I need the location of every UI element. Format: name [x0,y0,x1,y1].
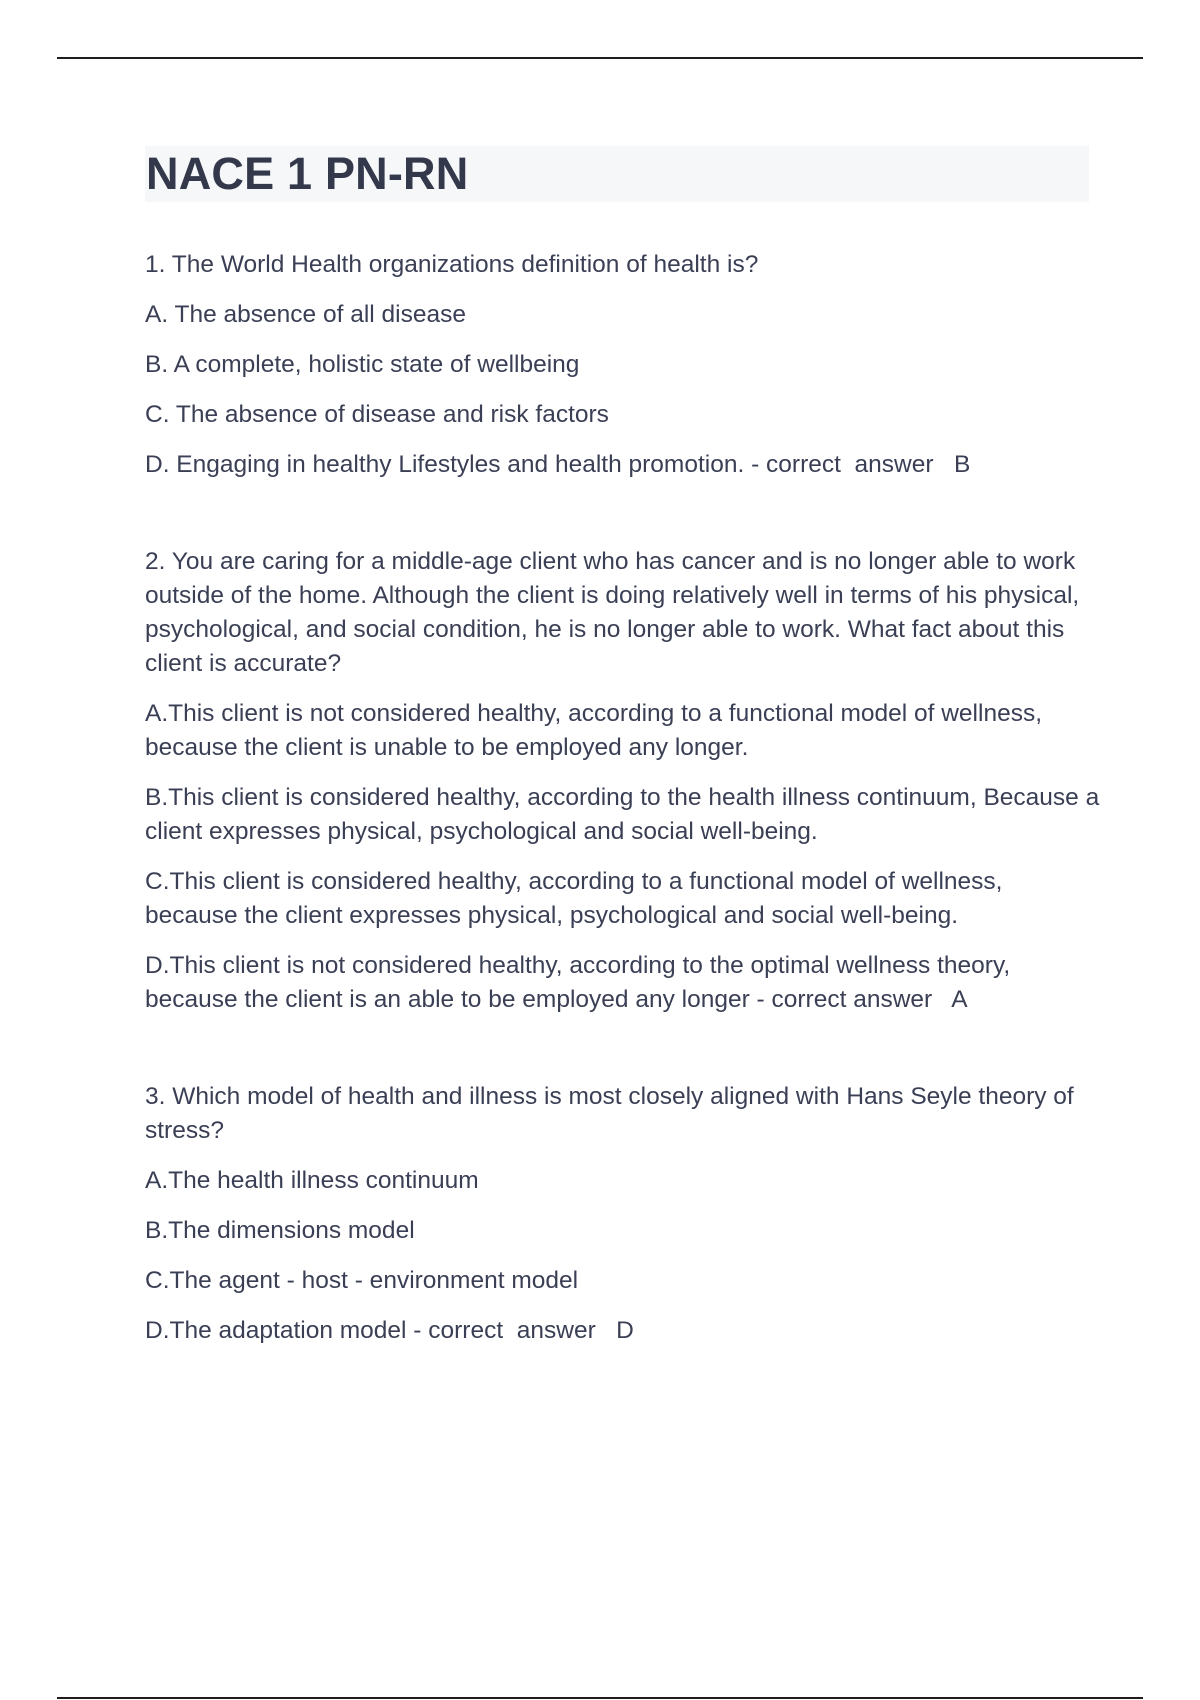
question-2-answer: - correct answer A [749,986,968,1013]
question-2-option-a: A.This client is not considered healthy, according to a functional model of wellness, because the client is unable to be employed any longer. [145,700,1043,761]
question-1-option-d-text: D. Engaging in healthy Lifestyles and health promotion. [145,451,745,478]
question-2 [145,545,1100,1017]
question-1-option-d [145,448,1100,482]
question-3-option-d-text: D.The adaptation model [145,1317,407,1344]
question-1-answer: - correct answer B [744,451,971,478]
question-2-text: 2. You are caring for a middle-age client who has cancer and is no longer able to work outside of the home. Although the client is doing relatively well in terms of his physical, psychological, and social condition, he is no longer able to work. What fact about this client is accurate? [145,548,1080,677]
question-3-option-b: B.The dimensions model [145,1217,415,1244]
question-1-option-a: A. The absence of all disease [145,301,466,328]
question-list [145,248,1100,1348]
question-3-option-d [145,1314,1100,1348]
question-1 [145,248,1100,482]
top-rule [57,57,1143,59]
question-2-option-d-text: D.This client is not considered healthy, according to the optimal wellness theory, because the client is an able to be employed any longer [145,952,1011,1013]
question-1-option-b: B. A complete, holistic state of wellbeing [145,351,580,378]
question-2-option-c: C.This client is considered healthy, according to a functional model of wellness, because the client expresses physical, psychological and social well-being. [145,868,1003,929]
question-3-option-a: A.The health illness continuum [145,1167,479,1194]
question-2-option-d [145,949,1100,1017]
question-3-text: 3. Which model of health and illness is most closely aligned with Hans Seyle theory of stress? [145,1083,1074,1144]
bottom-rule [57,1697,1143,1699]
question-1-text: 1. The World Health organizations definition of health is? [145,251,759,278]
question-3 [145,1080,1100,1348]
question-1-option-c: C. The absence of disease and risk factors [145,401,609,428]
question-3-option-c: C.The agent - host - environment model [145,1267,579,1294]
question-2-option-b: B.This client is considered healthy, according to the health illness continuum, Because a client expresses physical, psychological and social well-being. [145,784,1100,845]
document-title: NACE 1 PN-RN [146,148,469,199]
question-3-answer: - correct answer D [406,1317,634,1344]
